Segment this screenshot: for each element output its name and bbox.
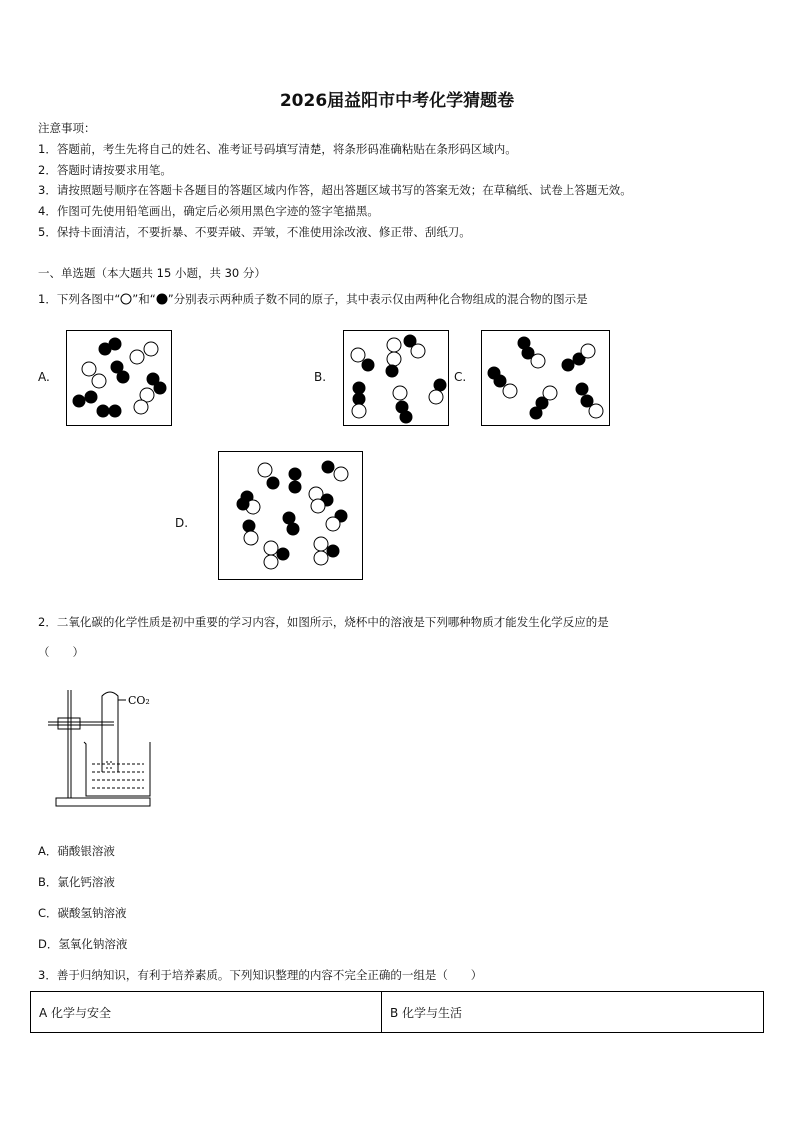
option-c-diagram — [481, 330, 610, 426]
option-d-label: D. — [175, 516, 189, 530]
option-b-molecules — [344, 331, 448, 425]
co2-apparatus-diagram — [44, 684, 162, 810]
question-1-text-c: ”分别表示两种质子数不同的原子，其中表示仅由两种化合物组成的混合物的图示是 — [167, 292, 588, 306]
section-heading: 一、单选题（本大题共 15 小题，共 30 分） — [38, 266, 266, 280]
table-header-cell: A 化学与安全 — [31, 992, 382, 1033]
question-2-option-d: D．氢氧化钠溶液 — [38, 937, 128, 951]
option-c-molecules — [482, 331, 609, 425]
option-a-molecules — [67, 331, 171, 425]
question-1-text-a: 1．下列各图中“ — [38, 292, 121, 306]
notice-item: 3．请按照题号顺序在答题卡各题目的答题区域内作答，超出答题区域书写的答案无效；在草稿纸、试卷上答题无效。 — [38, 183, 632, 197]
page-title: 2026届益阳市中考化学猜题卷 — [279, 91, 515, 111]
table-header-cell: B 化学与生活 — [382, 992, 764, 1033]
question-3-table — [30, 991, 764, 1033]
option-b-diagram — [343, 330, 449, 426]
question-2-option-a: A．硝酸银溶液 — [38, 844, 115, 858]
option-a-diagram — [66, 330, 172, 426]
option-c-label: C. — [454, 370, 467, 384]
black-atom-icon — [156, 293, 168, 305]
white-atom-icon — [120, 293, 132, 305]
question-2-option-b: B．氯化钙溶液 — [38, 875, 115, 889]
table-row — [31, 992, 764, 1033]
option-a-label: A. — [38, 370, 50, 384]
notice-item: 2．答题时请按要求用笔。 — [38, 163, 172, 177]
question-2-option-c: C．碳酸氢钠溶液 — [38, 906, 127, 920]
option-b-label: B. — [314, 370, 327, 384]
question-1-text-b: ”和“ — [132, 292, 156, 306]
notice-item: 1．答题前，考生先将自己的姓名、准考证号码填写清楚，将条形码准确粘贴在条形码区域内。 — [38, 142, 517, 156]
question-2-paren: （ ） — [38, 645, 84, 659]
notice-item: 4．作图可先使用铅笔画出，确定后必须用黑色字迹的签字笔描黑。 — [38, 204, 379, 218]
question-2-text: 2．二氧化碳的化学性质是初中重要的学习内容，如图所示，烧杯中的溶液是下列哪种物质才能发生化学反应的是 — [38, 615, 609, 629]
co2-label: CO₂ — [128, 694, 150, 707]
question-1-text — [38, 291, 588, 307]
question-3-text: 3．善于归纳知识，有利于培养素质。下列知识整理的内容不完全正确的一组是（ ） — [38, 968, 483, 982]
notice-item: 5．保持卡面清洁，不要折暴、不要弄破、弄皱，不准使用涂改液、修正带、刮纸刀。 — [38, 225, 471, 239]
notice-heading: 注意事项： — [38, 121, 96, 135]
option-d-diagram — [218, 451, 363, 580]
option-d-molecules — [219, 452, 362, 579]
